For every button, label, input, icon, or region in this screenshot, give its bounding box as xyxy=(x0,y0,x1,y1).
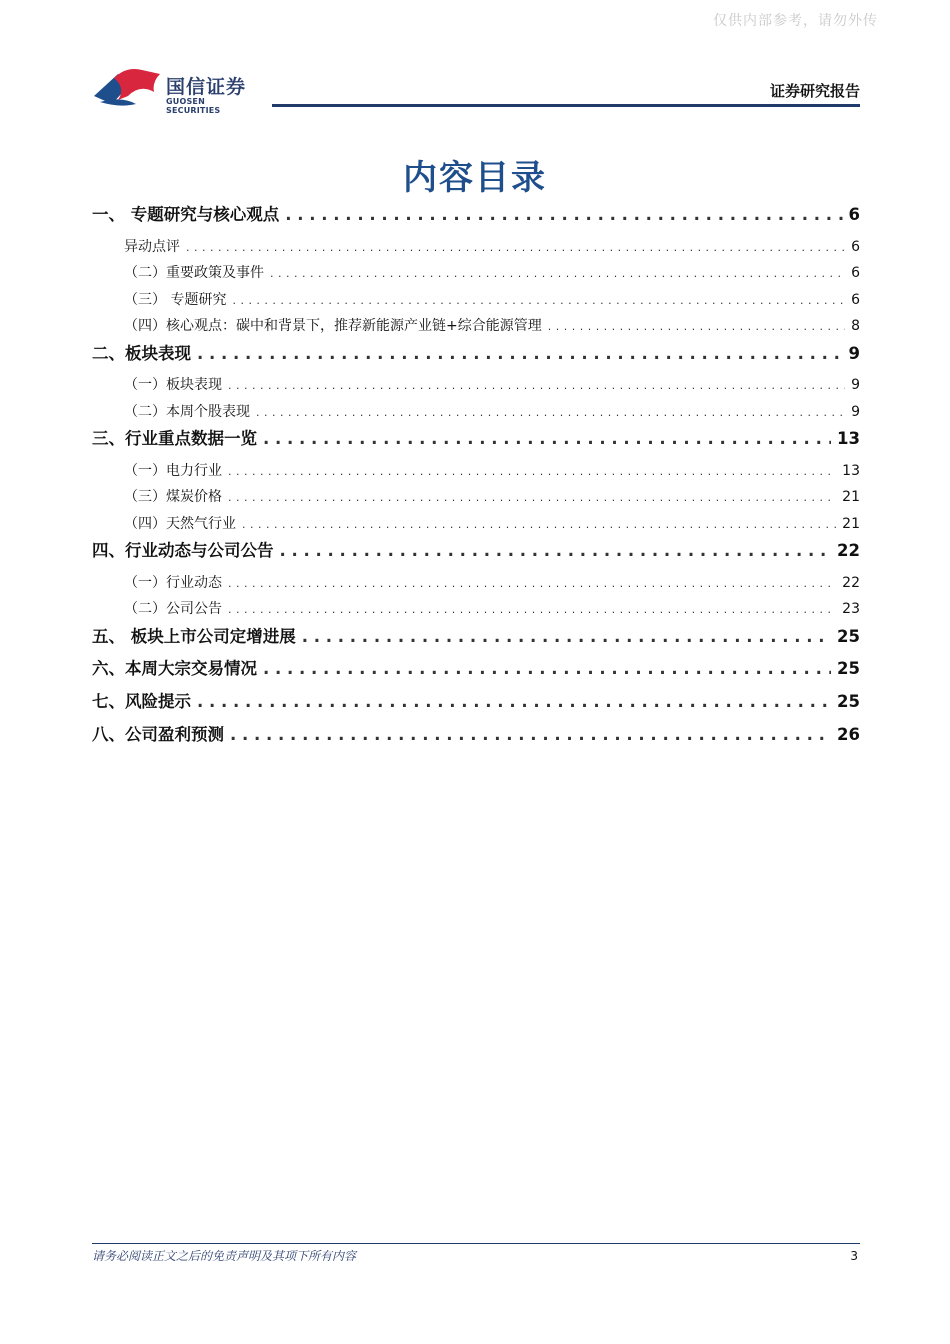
toc-entry-page: 22 xyxy=(842,574,860,591)
dot-leader xyxy=(197,341,843,367)
toc-title: 内容目录 xyxy=(403,158,547,198)
toc-entry-page: 25 xyxy=(837,626,860,646)
toc-entry[interactable] xyxy=(92,722,860,755)
toc-entry-page: 21 xyxy=(842,515,860,532)
toc-entry[interactable] xyxy=(92,288,860,315)
toc-entry[interactable] xyxy=(92,341,860,374)
toc-entry[interactable] xyxy=(92,426,860,459)
toc-entry-label: （二）重要政策及事件 xyxy=(124,265,264,282)
footer-divider xyxy=(92,1243,860,1244)
dot-leader xyxy=(186,235,845,260)
toc-entry-label: （一）行业动态 xyxy=(124,574,222,591)
dot-leader xyxy=(228,373,845,398)
brand-name-en: GUOSEN SECURITIES xyxy=(166,97,221,115)
brand-name-cn: 国信证券 xyxy=(166,76,247,98)
toc-entry-page: 13 xyxy=(842,462,860,479)
toc-entry[interactable] xyxy=(92,485,860,512)
toc-entry[interactable] xyxy=(92,689,860,722)
toc-entry-page: 6 xyxy=(848,205,860,224)
toc-entry[interactable] xyxy=(92,314,860,341)
toc-entry-label: （四）天然气行业 xyxy=(124,515,236,532)
toc-entry[interactable] xyxy=(92,624,860,657)
toc-entry-page: 25 xyxy=(837,692,860,712)
footer-disclaimer: 请务必阅读正文之后的免责声明及其项下所有内容 xyxy=(92,1249,357,1263)
toc-entry-page: 26 xyxy=(837,724,860,744)
toc-entry-label: 一、 专题研究与核心观点 xyxy=(92,205,280,224)
toc-entry-page: 6 xyxy=(851,265,860,282)
toc-entry-label: 二、板块表现 xyxy=(92,343,191,363)
dot-leader xyxy=(263,656,831,682)
toc-entry-page: 21 xyxy=(842,489,860,506)
toc-entry-page: 22 xyxy=(837,541,860,561)
toc-entry-label: 八、公司盈利预测 xyxy=(92,724,224,744)
table-of-contents xyxy=(92,202,860,754)
toc-entry-label: 三、行业重点数据一览 xyxy=(92,429,257,449)
toc-entry[interactable] xyxy=(92,512,860,539)
toc-entry-page: 6 xyxy=(851,238,860,255)
dot-leader xyxy=(242,512,836,537)
toc-entry-page: 6 xyxy=(851,291,860,308)
dot-leader xyxy=(230,722,831,748)
toc-entry[interactable] xyxy=(92,571,860,598)
page-number: 3 xyxy=(850,1249,858,1263)
toc-entry-label: 四、行业动态与公司公告 xyxy=(92,541,274,561)
logo-mark-icon xyxy=(92,66,164,110)
toc-entry[interactable] xyxy=(92,373,860,400)
dot-leader xyxy=(228,571,836,596)
dot-leader xyxy=(285,202,842,228)
watermark-text: 仅供内部参考，请勿外传 xyxy=(713,13,878,29)
toc-entry-label: （一）电力行业 xyxy=(124,462,222,479)
toc-entry-page: 25 xyxy=(837,659,860,679)
dot-leader xyxy=(263,426,831,452)
toc-entry-page: 23 xyxy=(842,601,860,618)
toc-entry[interactable] xyxy=(92,261,860,288)
toc-entry-label: 七、风险提示 xyxy=(92,692,191,712)
toc-entry-page: 8 xyxy=(851,318,860,335)
toc-entry[interactable] xyxy=(92,202,860,235)
toc-entry-page: 9 xyxy=(848,343,860,363)
toc-entry-page: 9 xyxy=(851,377,860,394)
dot-leader xyxy=(228,459,836,484)
dot-leader xyxy=(197,689,831,715)
toc-entry-page: 9 xyxy=(851,403,860,420)
toc-entry-label: （三）煤炭价格 xyxy=(124,489,222,506)
report-type-label: 证券研究报告 xyxy=(769,82,860,100)
toc-entry-label: （二）公司公告 xyxy=(124,601,222,618)
toc-entry[interactable] xyxy=(92,235,860,262)
dot-leader xyxy=(280,538,832,564)
toc-entry-label: 异动点评 xyxy=(124,238,180,255)
toc-entry[interactable] xyxy=(92,656,860,689)
toc-entry[interactable] xyxy=(92,597,860,624)
dot-leader xyxy=(228,597,836,622)
dot-leader xyxy=(256,400,845,425)
toc-entry-label: （三） 专题研究 xyxy=(124,291,227,308)
toc-entry-page: 13 xyxy=(837,429,860,449)
toc-entry[interactable] xyxy=(92,400,860,427)
dot-leader xyxy=(228,485,836,510)
company-logo xyxy=(92,66,262,115)
header-divider xyxy=(272,104,860,107)
dot-leader xyxy=(302,624,831,650)
toc-entry-label: （一）板块表现 xyxy=(124,377,222,394)
dot-leader xyxy=(232,288,845,313)
toc-entry-label: （四）核心观点：碳中和背景下，推荐新能源产业链+综合能源管理 xyxy=(124,318,542,335)
dot-leader xyxy=(270,261,845,286)
toc-entry[interactable] xyxy=(92,459,860,486)
toc-entry-label: （二）本周个股表现 xyxy=(124,403,250,420)
toc-entry[interactable] xyxy=(92,538,860,571)
toc-entry-label: 六、本周大宗交易情况 xyxy=(92,659,257,679)
toc-entry-label: 五、 板块上市公司定增进展 xyxy=(92,626,296,646)
dot-leader xyxy=(548,314,845,339)
